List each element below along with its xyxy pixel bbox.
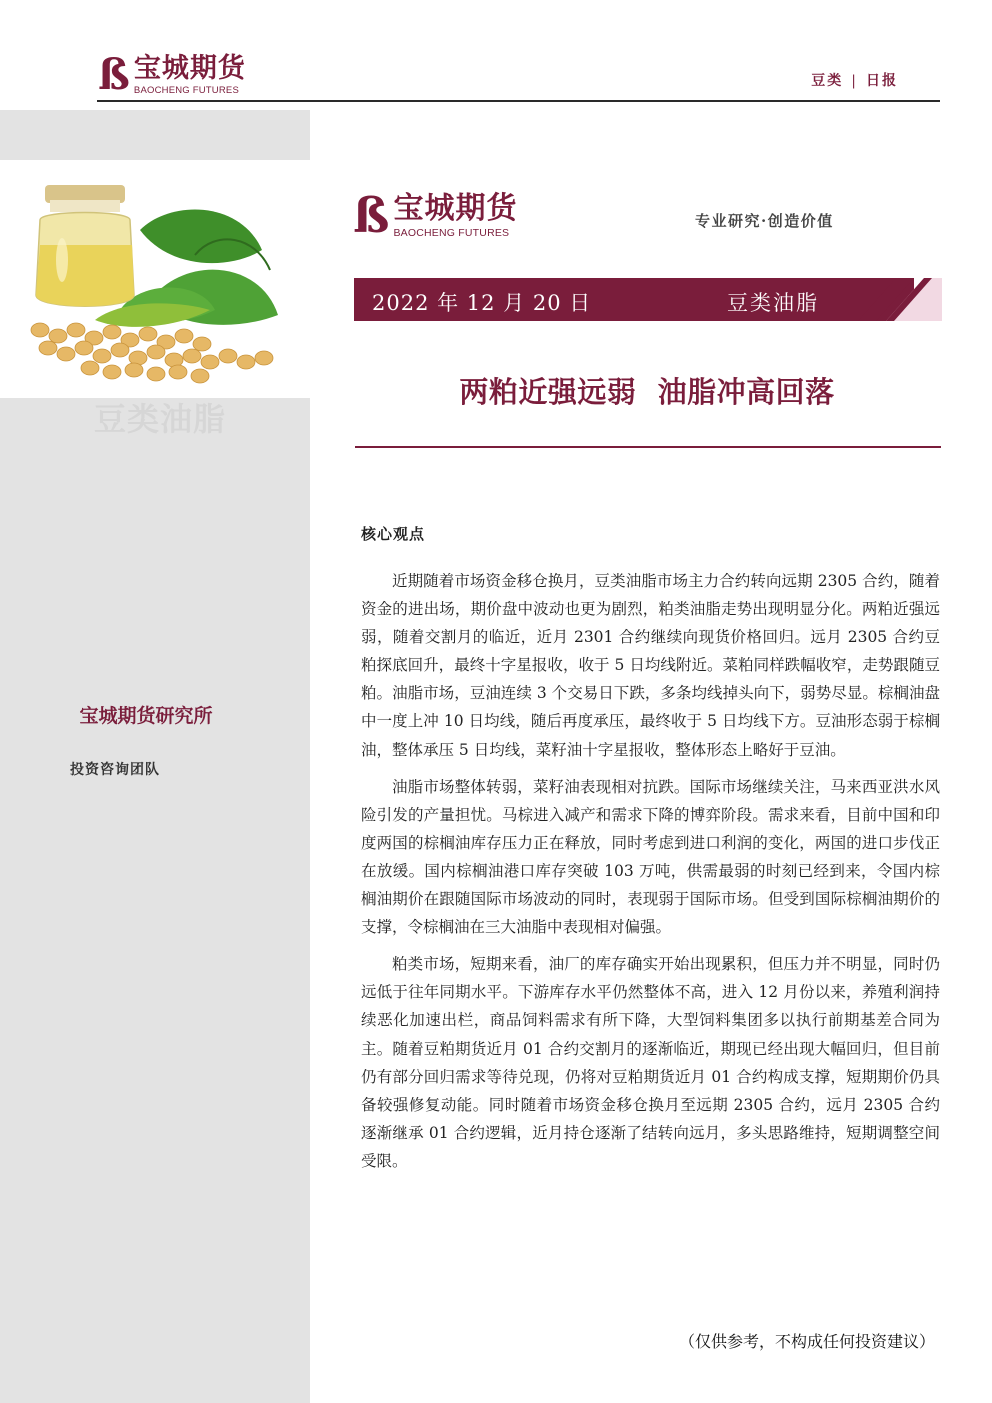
section-title: 核心观点 bbox=[361, 525, 426, 543]
report-headline: 两粕近强远弱 油脂冲高回落 bbox=[459, 375, 835, 409]
slogan: 专业研究·创造价值 bbox=[695, 212, 834, 230]
header-logo bbox=[98, 50, 246, 99]
brand-name-en: BAOCHENG FUTURES bbox=[393, 226, 510, 239]
headline-rule bbox=[355, 446, 941, 448]
brand-b-icon: ß bbox=[353, 188, 390, 244]
paragraph: 近期随着市场资金移仓换月，豆类油脂市场主力合约转向远期 2305 合约，随着资金的进出场，期价盘中波动也更为剧烈，粕类油脂走势出现明显分化。两粕近强远弱，随着交割月的临近，近月 2301 合约继续向现货价格回归。远月 2305 合约豆粕探底回升，最终十字星报收，收于 5 日均线附近。菜粕同样跌幅收窄，走势跟随豆粕。油脂市场，豆油连续 3 个交易日下跌，多条均线掉头向下，弱势尽显。棕榈油盘中一度上冲 10 日均线，随后再度承压，最终收于 5 日均线下方。豆油形态弱于棕榈油，整体承压 5 日均线，菜籽油十字星报收，整体形态上略好于豆油。 bbox=[361, 572, 940, 759]
cover-caption: 豆类油脂 bbox=[93, 400, 226, 438]
brand-name-cn: 宝城期货 bbox=[133, 52, 246, 84]
report-logo bbox=[353, 188, 518, 244]
header-rule bbox=[97, 100, 940, 102]
soybean-oil-illustration bbox=[0, 160, 310, 398]
report-category: 豆类油脂 bbox=[727, 291, 819, 315]
report-date: 2022 年 12 月 20 日 bbox=[372, 291, 592, 315]
brand-name-en: BAOCHENG FUTURES bbox=[133, 84, 239, 96]
paragraph: 粕类市场，短期来看，油厂的库存确实开始出现累积，但压力并不明显，同时仍远低于往年同期水平。下游库存水平仍然整体不高，进入 12 月份以来，养殖利润持续恶化加速出栏，商品饲料需求有所下降，大型饲料集团多以执行前期基差合同为主。随着豆粕期货近月 01 合约交割月的逐渐临近，期现已经出现大幅回归，但目前仍有部分回归需求等待兑现，仍将对豆粕期货近月 01 合约构成支撑，短期期价仍具备较强修复动能。同时随着市场资金移仓换月至远期 2305 合约，远月 2305 合约逐渐继承 01 合约逻辑，近月持仓逐渐了结转向远月，多头思路维持，短期调整空间受限。 bbox=[361, 955, 940, 1170]
band-stripes-decoration bbox=[858, 278, 942, 321]
report-body bbox=[361, 567, 940, 1184]
brand-name-cn: 宝城期货 bbox=[393, 190, 518, 226]
paragraph: 油脂市场整体转弱，菜籽油表现相对抗跌。国际市场继续关注，马来西亚洪水风险引发的产量担忧。马棕进入减产和需求下降的博弈阶段。需求来看，目前中国和印度两国的棕榈油库存压力正在释放，同时考虑到进口利润的变化，两国的进口步伐正在放缓。国内棕榈油港口库存突破 103 万吨，供需最弱的时刻已经到来，令国内棕榈油期价在跟随国际市场波动的同时，表现弱于国际市场。但受到国际棕榈油期价的支撑，令棕榈油在三大油脂中表现相对偏强。 bbox=[361, 777, 940, 937]
team-name: 投资咨询团队 bbox=[70, 762, 160, 778]
disclaimer: （仅供参考，不构成任何投资建议） bbox=[678, 1332, 935, 1351]
doc-type-label bbox=[811, 70, 898, 90]
brand-b-icon: ß bbox=[98, 50, 130, 99]
institute-name: 宝城期货研究所 bbox=[79, 705, 213, 727]
doc-category: 豆类 bbox=[811, 73, 844, 89]
divider: | bbox=[851, 73, 858, 89]
doc-frequency: 日报 bbox=[866, 73, 898, 89]
cover-image bbox=[0, 160, 310, 398]
